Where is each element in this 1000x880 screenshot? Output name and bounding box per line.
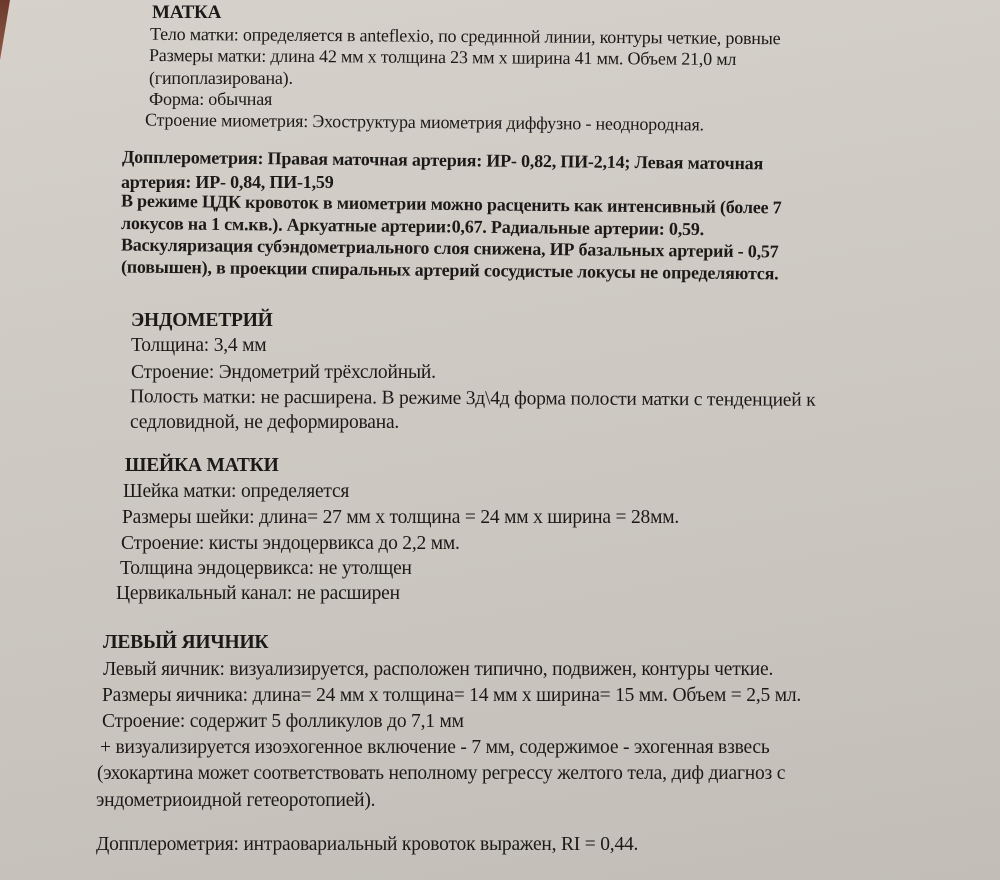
endometrium-thickness-line: Толщина: 3,4 мм — [131, 335, 267, 356]
endometrium-structure-line: Строение: Эндометрий трёхслойный. — [131, 362, 436, 383]
left-ovary-structure-line: Строение: содержит 5 фолликулов до 7,1 мм — [102, 711, 464, 732]
uterus-shape-line: Форма: обычная — [149, 89, 273, 109]
doppler-uterine-arteries-line-1: Допплерометрия: Правая маточная артерия: ИР- 0,82, ПИ-2,14; Левая маточная — [121, 146, 764, 174]
uterus-size-line: Размеры матки: длина 42 мм х толщина 23 мм х ширина 41 мм. Объем 21,0 мл — [148, 44, 737, 70]
subendometrial-vascularization-line-1: Васкуляризация субэндометриального слоя снижена, ИР базальных артерий - 0,57 — [120, 234, 779, 262]
doppler-uterine-arteries-line-2: артерия: ИР- 0,84, ПИ-1,59 — [121, 172, 334, 192]
uterine-cavity-line-2: седловидной, не деформирована. — [130, 412, 400, 433]
section-title-left-ovary: ЛЕВЫЙ ЯИЧНИК — [103, 632, 269, 653]
section-title-uterus: МАТКА — [152, 2, 222, 23]
myometrium-structure-line: Строение миометрия: Эхоструктура миометрия диффузно - неоднородная. — [144, 109, 704, 135]
endocervix-thickness-line: Толщина эндоцервикса: не утолщен — [120, 558, 412, 579]
left-ovary-size-line: Размеры яичника: длина= 24 мм х толщина= 14 мм х ширина= 15 мм. Объем = 2,5 мл. — [102, 685, 802, 706]
subendometrial-vascularization-line-2: (повышен), в проекции спиральных артерий сосудистые локусы не определяются. — [120, 256, 779, 284]
uterus-body-line: Тело матки: определяется в anteflexio, по срединной линии, контуры четкие, ровные — [149, 23, 781, 49]
cervix-size-line: Размеры шейки: длина= 27 мм х толщина = 24 мм х ширина = 28мм. — [122, 507, 680, 528]
left-ovary-echo-picture-line: (эхокартина может соответствовать неполному регрессу желтого тела, диф диагноз с — [97, 763, 786, 784]
left-ovary-visualized-line: Левый яичник: визуализируется, расположен типично, подвижен, контуры четкие. — [103, 659, 774, 680]
left-ovary-doppler-line: Допплерометрия: интраовариальный кровоток выражен, RI = 0,44. — [96, 834, 639, 855]
cdk-myometrium-line-2: локусов на 1 см.кв.). Аркуатные артерии:0,67. Радиальные артерии: 0,59. — [120, 212, 705, 240]
cervix-structure-line: Строение: кисты эндоцервикса до 2,2 мм. — [121, 533, 460, 554]
left-ovary-inclusion-line: + визуализируется изоэхогенное включение - 7 мм, содержимое - эхогенная взвесь — [100, 737, 770, 758]
left-ovary-heterotopia-line: эндометриоидной гетеоротопией). — [96, 790, 376, 811]
section-title-cervix: ШЕЙКА МАТКИ — [125, 455, 279, 476]
cdk-myometrium-line-1: В режиме ЦДК кровоток в миометрии можно расценить как интенсивный (более 7 — [120, 190, 782, 218]
uterus-hypoplasia-line: (гипоплазирована). — [149, 68, 293, 88]
section-title-endometrium: ЭНДОМЕТРИЙ — [131, 310, 273, 331]
cervix-detected-line: Шейка матки: определяется — [123, 481, 350, 502]
uterine-cavity-line-1: Полость матки: не расширена. В режиме 3д\4д форма полости матки с тенденцией к — [129, 386, 816, 411]
cervical-canal-line: Цервикальный канал: не расширен — [116, 583, 400, 604]
